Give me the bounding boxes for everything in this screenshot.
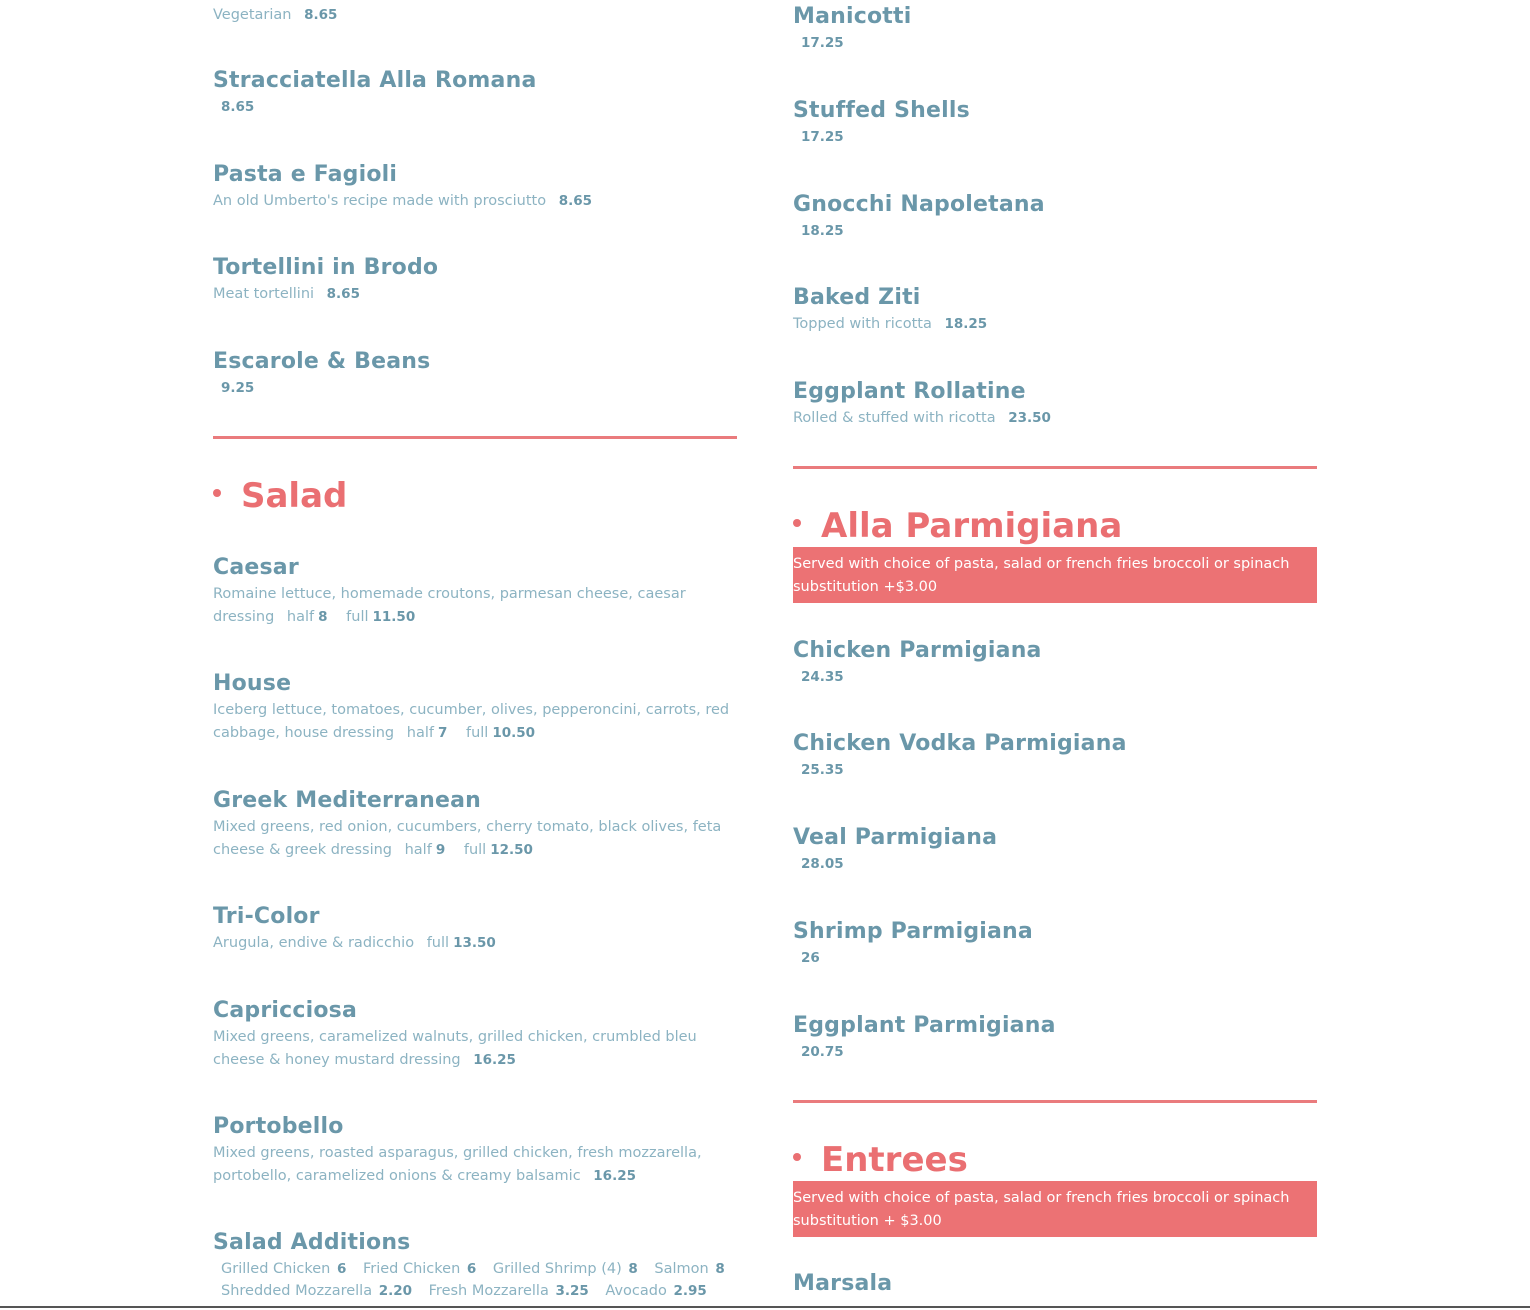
item-price: 25.35: [801, 762, 844, 778]
item-price: 24.35: [801, 669, 844, 685]
addition-price: 8: [715, 1261, 725, 1277]
item-description: Mixed greens, red onion, cucumbers, cherry tomato, black olives, feta cheese & greek dressing: [213, 819, 722, 858]
section-note: Served with choice of pasta, salad or french fries broccoli or spinach substitution + $3.00: [793, 1181, 1317, 1237]
item-name: Eggplant Rollatine: [793, 379, 1026, 404]
menu-item: [213, 349, 737, 400]
item-name: Manicotti: [793, 4, 912, 29]
section-header-salad: [213, 476, 737, 516]
menu-item: [793, 1271, 1317, 1297]
section-header-parmigiana: [793, 506, 1317, 603]
menu-item: [793, 98, 1317, 149]
bullet-icon: [793, 519, 801, 527]
item-name: Caesar: [213, 555, 299, 580]
item-name: Tortellini in Brodo: [213, 255, 439, 280]
menu-item: [213, 788, 737, 862]
item-name: House: [213, 671, 292, 696]
section-divider: [213, 436, 737, 439]
bullet-icon: [213, 489, 221, 497]
menu-item: [793, 1013, 1317, 1064]
item-name: Portobello: [213, 1114, 344, 1139]
menu-item: [213, 555, 737, 629]
option-price: 12.50: [490, 842, 533, 858]
item-price: 28.05: [801, 856, 844, 872]
addition-label: Salmon: [654, 1261, 709, 1277]
section-divider: [793, 466, 1317, 469]
item-price: 8.65: [304, 7, 338, 23]
menu-item: [793, 825, 1317, 876]
addition-label: Shredded Mozzarella: [221, 1283, 373, 1299]
item-price: 16.25: [473, 1052, 516, 1068]
item-description: Iceberg lettuce, tomatoes, cucumber, olives, pepperoncini, carrots, red cabbage, house dressing: [213, 702, 730, 741]
item-name: Eggplant Parmigiana: [793, 1013, 1056, 1038]
addition-price: 6: [336, 1261, 347, 1277]
item-name: Greek Mediterranean: [213, 788, 482, 813]
menu-item: [793, 731, 1317, 782]
section-divider: [793, 1100, 1317, 1103]
addition-price: 2.95: [673, 1283, 707, 1299]
item-name: Escarole & Beans: [213, 349, 431, 374]
menu-item: [213, 4, 737, 27]
menu-item: [793, 192, 1317, 243]
item-description: Topped with ricotta: [793, 316, 932, 332]
item-price: 9.25: [221, 380, 255, 396]
addition-price: 6: [466, 1261, 477, 1277]
item-description: Romaine lettuce, homemade croutons, parmesan cheese, caesar dressing: [213, 586, 686, 625]
menu-item: [793, 919, 1317, 970]
option-label: half: [406, 725, 434, 741]
salad-additions: [213, 1230, 737, 1302]
addition-label: Fresh Mozzarella: [428, 1283, 549, 1299]
menu-item: [213, 998, 737, 1072]
item-description: Vegetarian: [213, 7, 292, 23]
menu-item: [213, 68, 737, 119]
item-name: Stracciatella Alla Romana: [213, 68, 537, 93]
item-description: An old Umberto's recipe made with prosciutto: [213, 193, 547, 209]
addition-label: Grilled Shrimp (4): [492, 1261, 622, 1277]
option-price: 7: [437, 725, 448, 741]
item-description: Meat tortellini: [213, 286, 315, 302]
item-name: Capricciosa: [213, 998, 358, 1023]
section-note: Served with choice of pasta, salad or french fries broccoli or spinach substitution +$3.00: [793, 547, 1317, 603]
menu-item: [793, 4, 1317, 55]
item-name: Chicken Parmigiana: [793, 638, 1042, 663]
item-price: 23.50: [1008, 410, 1051, 426]
additions-row: [221, 1280, 737, 1302]
addition-label: Fried Chicken: [362, 1261, 461, 1277]
item-name: Pasta e Fagioli: [213, 162, 398, 187]
item-description: Rolled & stuffed with ricotta: [793, 410, 996, 426]
menu-item: [213, 255, 737, 306]
item-name: Tri-Color: [213, 904, 320, 929]
item-price: 20.75: [801, 1044, 844, 1060]
additions-row: [221, 1258, 737, 1280]
option-label: full: [426, 935, 450, 951]
item-price: 8.65: [221, 99, 255, 115]
menu-item: [793, 285, 1317, 336]
addition-label: Avocado: [605, 1283, 667, 1299]
section-header-entrees: [793, 1140, 1317, 1237]
option-label: half: [286, 609, 315, 625]
section-title: Entrees: [821, 1140, 968, 1180]
item-name: Gnocchi Napoletana: [793, 192, 1045, 217]
option-price: 13.50: [453, 935, 496, 951]
page-bottom-border: [0, 1306, 1530, 1308]
menu-item: [793, 638, 1317, 689]
option-label: full: [346, 609, 369, 625]
item-price: 17.25: [801, 129, 844, 145]
addition-price: 2.20: [378, 1283, 413, 1299]
option-label: full: [463, 842, 487, 858]
menu-item: [213, 671, 737, 745]
item-price: 18.25: [944, 316, 988, 332]
item-name: Shrimp Parmigiana: [793, 919, 1033, 944]
option-price: 9: [435, 842, 446, 858]
option-price: 8: [318, 609, 328, 625]
item-price: 8.65: [558, 193, 593, 209]
menu-item: [213, 904, 737, 955]
item-price: 26: [801, 950, 820, 966]
item-description: Arugula, endive & radicchio: [213, 935, 415, 951]
item-name: Marsala: [793, 1271, 893, 1296]
menu-item: [793, 379, 1317, 430]
item-price: 16.25: [593, 1168, 636, 1184]
item-price: 8.65: [326, 286, 360, 302]
addition-price: 3.25: [555, 1283, 589, 1299]
item-description: Mixed greens, roasted asparagus, grilled chicken, fresh mozzarella, portobello, caramelized onions & creamy balsamic: [213, 1145, 702, 1184]
addition-price: 8: [628, 1261, 638, 1277]
item-name: Veal Parmigiana: [793, 825, 998, 850]
option-label: half: [404, 842, 432, 858]
menu-item: [213, 1114, 737, 1188]
item-description: Mixed greens, caramelized walnuts, grilled chicken, crumbled bleu cheese & honey mustard dressing: [213, 1029, 697, 1068]
option-price: 11.50: [372, 609, 416, 625]
item-price: 17.25: [801, 35, 844, 51]
item-name: Stuffed Shells: [793, 98, 970, 123]
menu-item: [213, 162, 737, 213]
item-price: 18.25: [801, 223, 844, 239]
section-title: Alla Parmigiana: [821, 506, 1123, 546]
addition-label: Grilled Chicken: [221, 1261, 331, 1277]
item-name: Salad Additions: [213, 1230, 411, 1255]
section-title: Salad: [241, 476, 348, 516]
option-price: 10.50: [492, 725, 536, 741]
item-name: Chicken Vodka Parmigiana: [793, 731, 1127, 756]
option-label: full: [465, 725, 489, 741]
item-name: Baked Ziti: [793, 285, 921, 310]
bullet-icon: [793, 1153, 801, 1161]
